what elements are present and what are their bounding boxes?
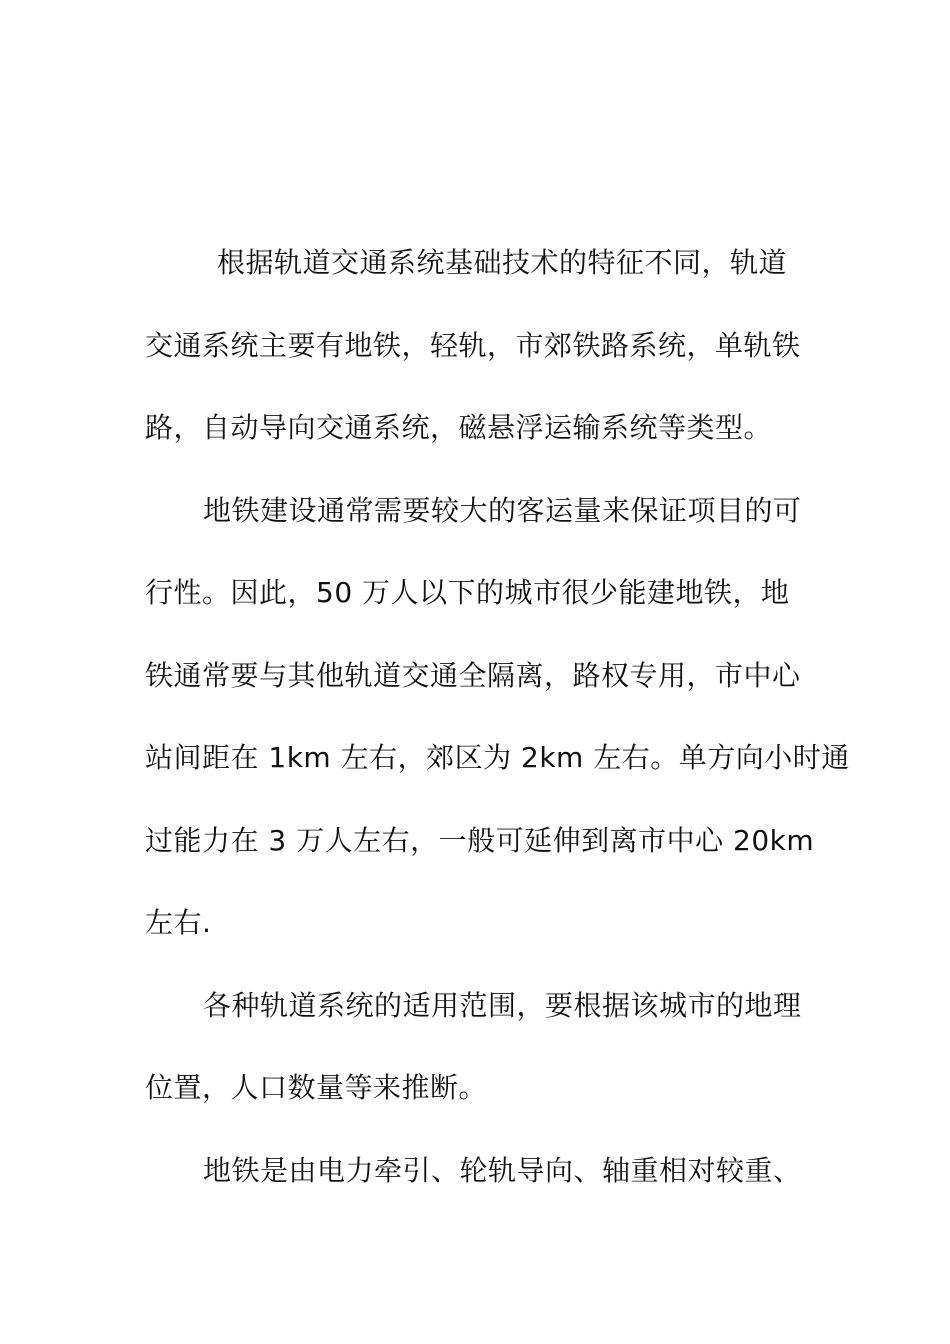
paragraph-4 — [145, 1130, 807, 1213]
paragraph-line: 过能力在 3 万人左右，一般可延伸到离市中心 20km — [145, 823, 815, 857]
paragraph-3 — [145, 965, 807, 1130]
paragraph-line: 各种轨道系统的适用范围，要根据该城市的地理 — [203, 988, 802, 1022]
paragraph-line: 根据轨道交通系统基础技术的特征不同，轨道 — [217, 246, 788, 279]
paragraph-line: 路，自动导向交通系统，磁悬浮运输系统等类型。 — [145, 411, 773, 444]
paragraph-line: 交通系统主要有地铁，轻轨，市郊铁路系统，单轨铁 — [145, 328, 801, 362]
paragraph-line: 地铁是由电力牵引、轮轨导向、轴重相对较重、 — [203, 1153, 802, 1187]
paragraph-2 — [145, 470, 850, 965]
paragraph-line: 铁通常要与其他轨道交通全隔离，路权专用，市中心 — [145, 658, 801, 692]
paragraph-line: 地铁建设通常需要较大的客运量来保证项目的可 — [203, 493, 802, 527]
document-body — [145, 222, 850, 1212]
paragraph-line: 行性。因此，50 万人以下的城市很少能建地铁，地 — [145, 576, 790, 609]
paragraph-line: 位置，人口数量等来推断。 — [145, 1071, 488, 1104]
paragraph-line: 站间距在 1km 左右，郊区为 2km 左右。单方向小时通 — [145, 741, 850, 774]
paragraph-line: 左右. — [145, 906, 212, 939]
paragraph-1 — [145, 222, 807, 470]
